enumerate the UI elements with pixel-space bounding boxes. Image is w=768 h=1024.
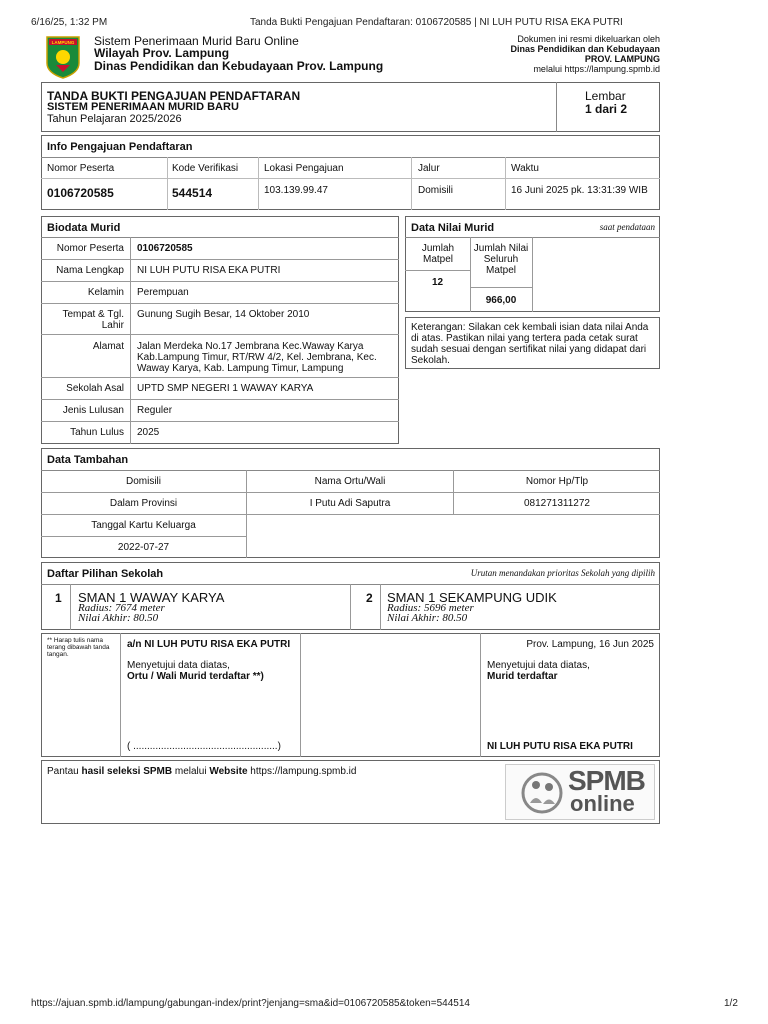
nilai-col2-value: 966,00 xyxy=(485,295,517,306)
nilai-section-title: Data Nilai Murid xyxy=(411,222,495,234)
val-lokasi: 103.139.99.47 xyxy=(264,185,328,196)
bio-label-tahun: Tahun Lulus xyxy=(70,427,124,438)
pilihan-1-no: 1 xyxy=(55,591,62,605)
print-page-title: Tanda Bukti Pengajuan Pendaftaran: 0106720585 | NI LUH PUTU RISA EKA PUTRI xyxy=(250,17,623,28)
doc-notice xyxy=(440,34,660,74)
val-jalur: Domisili xyxy=(418,185,453,196)
bio-value-nomor: 0106720585 xyxy=(137,243,193,254)
signature-ortu-blank: ( ....................................................) xyxy=(127,741,281,752)
org-line1: Sistem Penerimaan Murid Baru Online xyxy=(94,34,299,48)
bio-label-nomor: Nomor Peserta xyxy=(56,243,124,254)
signature-murid-name: NI LUH PUTU RISA EKA PUTRI xyxy=(487,741,633,752)
tambahan-h-kk: Tanggal Kartu Keluarga xyxy=(91,520,196,531)
biodata-section-title: Biodata Murid xyxy=(47,222,121,234)
nilai-col1-value: 12 xyxy=(431,277,444,288)
spmb-logo-line1: SPMB xyxy=(568,765,645,796)
signature-note: ** Harap tulis nama terang dibawah tanda tangan. xyxy=(47,637,110,658)
bio-value-kelamin: Perempuan xyxy=(137,287,189,298)
svg-text:LAMPUNG: LAMPUNG xyxy=(51,40,75,45)
tambahan-h-ortu: Nama Ortu/Wali xyxy=(314,476,386,487)
nilai-note: saat pendataan xyxy=(599,222,655,232)
doc-notice-line1: Dokumen ini resmi dikeluarkan oleh xyxy=(517,34,660,44)
signature-section xyxy=(41,633,660,757)
bio-value-nama: NI LUH PUTU RISA EKA PUTRI xyxy=(137,265,281,276)
nilai-col1-header: Jumlah Matpel xyxy=(421,243,455,265)
print-url: https://ajuan.spmb.id/lampung/gabungan-index/print?jenjang=sma&id=0106720585&token=544514 xyxy=(31,998,470,1009)
doc-notice-line4: melalui https://lampung.spmb.id xyxy=(533,64,660,74)
bio-value-sekolah: UPTD SMP NEGERI 1 WAWAY KARYA xyxy=(137,383,314,394)
sheet-label: Lembar xyxy=(585,89,626,103)
doc-notice-line3: PROV. LAMPUNG xyxy=(584,54,660,64)
hdr-lokasi: Lokasi Pengajuan xyxy=(264,163,344,174)
tambahan-h-hp: Nomor Hp/Tlp xyxy=(525,476,589,487)
print-page-number: 1/2 xyxy=(724,998,738,1009)
nilai-keterangan: Keterangan: Silakan cek kembali isian data nilai Anda di atas. Pastikan nilai yang tertera pada cetak surat sudah sesuai dengan sertifikat nilai yang didapat dari Sekolah. xyxy=(411,322,649,366)
doc-title: TANDA BUKTI PENGAJUAN PENDAFTARAN xyxy=(47,89,301,103)
spmb-mascot-icon xyxy=(520,771,568,815)
tambahan-ortu: I Putu Adi Saputra xyxy=(309,498,391,509)
tambahan-section-title: Data Tambahan xyxy=(47,454,129,466)
spmb-online-logo xyxy=(505,764,655,820)
tambahan-domisili: Dalam Provinsi xyxy=(109,498,178,509)
signature-place-date: Prov. Lampung, 16 Jun 2025 xyxy=(526,639,654,650)
print-datetime: 6/16/25, 1:32 PM xyxy=(31,17,108,28)
tambahan-kk: 2022-07-27 xyxy=(117,542,170,553)
footer-text-bold2: Website xyxy=(209,766,248,777)
info-section-title: Info Pengajuan Pendaftaran xyxy=(47,141,193,153)
hdr-nomor-peserta: Nomor Peserta xyxy=(47,163,115,174)
val-kode-verifikasi: 544514 xyxy=(172,186,213,200)
bio-label-sekolah: Sekolah Asal xyxy=(66,383,124,394)
signature-ortu-line3: Ortu / Wali Murid terdaftar **) xyxy=(127,671,264,682)
bio-label-kelamin: Kelamin xyxy=(87,287,124,298)
footer-text-bold1: hasil seleksi SPMB xyxy=(81,766,173,777)
val-waktu: 16 Juni 2025 pk. 13:31:39 WIB xyxy=(511,185,648,196)
spmb-logo-line2: online xyxy=(570,791,635,816)
sheet-value: 1 dari 2 xyxy=(585,102,628,116)
pilihan-note: Urutan menandakan prioritas Sekolah yang dipilih xyxy=(470,568,655,578)
bio-value-tahun: 2025 xyxy=(137,427,160,438)
hdr-waktu: Waktu xyxy=(511,163,539,174)
bio-value-alamat: Jalan Merdeka No.17 Jembrana Kec.Waway Karya Kab.Lampung Timur, RT/RW 4/2, Kel. Jembrana, Kec. Waway Karya, Kab. Lampung Timur, Lampung xyxy=(137,341,377,374)
pilihan-1-radius: Radius: 7674 meter xyxy=(78,602,165,614)
pilihan-section-title: Daftar Pilihan Sekolah xyxy=(47,568,164,580)
val-nomor-peserta: 0106720585 xyxy=(47,186,114,200)
signature-murid-line1: Menyetujui data diatas, xyxy=(487,660,590,671)
doc-notice-line2: Dinas Pendidikan dan Kebudayaan xyxy=(510,44,660,54)
footer-text-mid: melalui xyxy=(172,766,210,777)
bio-label-ttl: Tempat & Tgl. Lahir xyxy=(62,309,124,331)
org-line2: Wilayah Prov. Lampung xyxy=(94,46,230,60)
bio-value-jenis: Reguler xyxy=(137,405,173,416)
bio-label-alamat: Alamat xyxy=(92,341,124,352)
doc-subtitle: SISTEM PENERIMAAN MURID BARU xyxy=(47,101,239,113)
tambahan-hp: 081271311272 xyxy=(524,498,590,509)
bio-label-nama: Nama Lengkap xyxy=(56,265,124,276)
tambahan-h-domisili: Domisili xyxy=(126,476,161,487)
pilihan-2-radius: Radius: 5696 meter xyxy=(387,602,474,614)
nilai-col2-header: Jumlah Nilai Seluruh Matpel xyxy=(473,243,529,276)
pilihan-1-nilai: Nilai Akhir: 80.50 xyxy=(78,612,159,624)
lampung-logo xyxy=(45,35,81,79)
pilihan-2-nilai: Nilai Akhir: 80.50 xyxy=(387,612,468,624)
hdr-kode-verifikasi: Kode Verifikasi xyxy=(172,163,239,174)
signature-ortu-line2: Menyetujui data diatas, xyxy=(127,660,230,671)
hdr-jalur: Jalur xyxy=(418,163,440,174)
footer-text-url: https://lampung.spmb.id xyxy=(247,766,357,777)
signature-murid-line2: Murid terdaftar xyxy=(487,671,558,682)
pilihan-2-name: SMAN 1 SEKAMPUNG UDIK xyxy=(387,590,557,605)
footer-text-prefix: Pantau xyxy=(47,766,82,777)
bio-value-ttl: Gunung Sugih Besar, 14 Oktober 2010 xyxy=(137,309,310,320)
signature-ortu-an: a/n NI LUH PUTU RISA EKA PUTRI xyxy=(127,639,291,650)
pilihan-2-no: 2 xyxy=(366,591,373,605)
bio-label-jenis: Jenis Lulusan xyxy=(62,405,124,416)
pilihan-1-name: SMAN 1 WAWAY KARYA xyxy=(78,590,225,605)
school-year: Tahun Pelajaran 2025/2026 xyxy=(47,113,182,125)
org-line3: Dinas Pendidikan dan Kebudayaan Prov. Lampung xyxy=(94,59,384,73)
footer-text xyxy=(47,766,356,777)
